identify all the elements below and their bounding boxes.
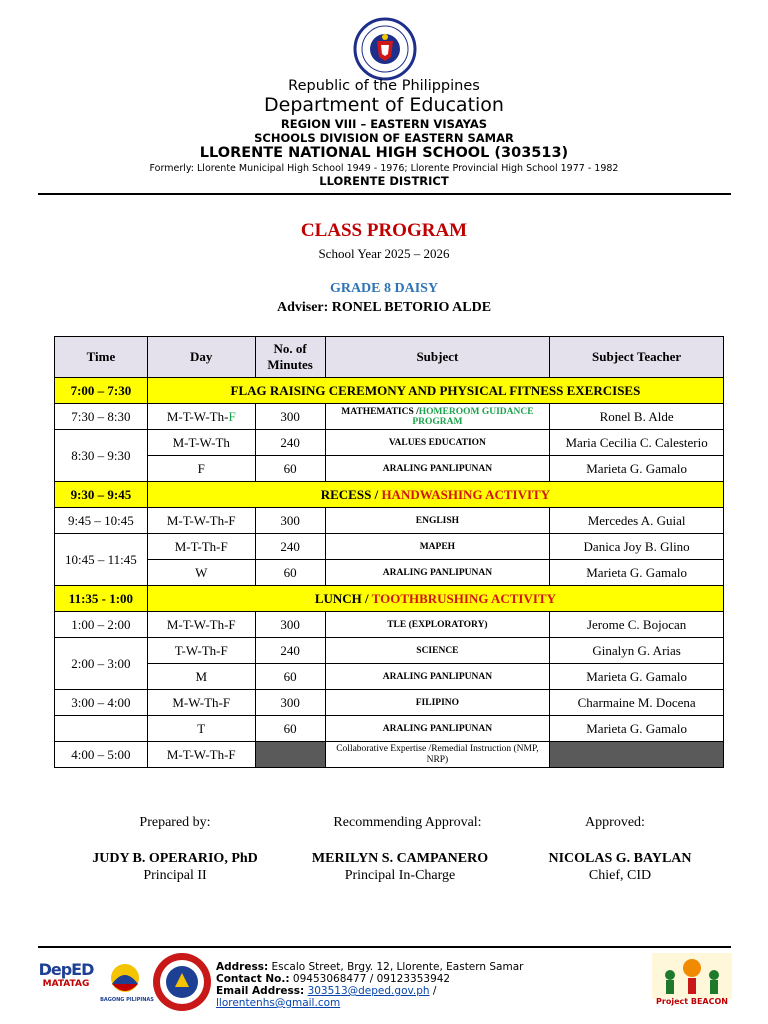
row-subject: VALUES EDUCATION xyxy=(325,430,550,456)
row-minutes: 300 xyxy=(255,404,325,430)
division-line: SCHOOLS DIVISION OF EASTERN SAMAR xyxy=(254,131,514,145)
row-teacher: Charmaine M. Docena xyxy=(550,690,724,716)
row-subject: ARALING PANLIPUNAN xyxy=(325,560,550,586)
footer-phone: Contact No.: 09453068477 / 09123353942 xyxy=(216,973,451,985)
row-day: M-T-W-Th-F xyxy=(147,742,255,768)
row-subject: ENGLISH xyxy=(325,508,550,534)
col-time: Time xyxy=(55,337,148,378)
prepared-title: Principal II xyxy=(143,868,207,883)
recommending-name: MERILYN S. CAMPANERO xyxy=(311,851,489,866)
project-beacon-logo-icon xyxy=(652,953,732,999)
row-teacher: Marieta G. Gamalo xyxy=(550,716,724,742)
row-time: 9:45 – 10:45 xyxy=(55,508,148,534)
col-subject: Subject xyxy=(325,337,550,378)
row-teacher-shaded xyxy=(550,742,724,768)
department-line: Department of Education xyxy=(264,94,504,116)
recess-time: 9:30 – 9:45 xyxy=(55,482,148,508)
lunch-label: LUNCH / TOOTHBRUSHING ACTIVITY xyxy=(147,586,723,612)
row-subject: MATHEMATICS /HOMEROOM GUIDANCE PROGRAM xyxy=(325,404,550,430)
row-teacher: Danica Joy B. Glino xyxy=(550,534,724,560)
row-minutes: 60 xyxy=(255,664,325,690)
recess-label: RECESS / HANDWASHING ACTIVITY xyxy=(147,482,723,508)
prepared-label: Prepared by: xyxy=(139,815,211,830)
row-day: W xyxy=(147,560,255,586)
row-day: M-T-W-Th-F xyxy=(147,404,255,430)
row-minutes: 60 xyxy=(255,716,325,742)
row-teacher: Marieta G. Gamalo xyxy=(550,456,724,482)
table-row xyxy=(55,716,724,742)
row-time: 10:45 – 11:45 xyxy=(55,534,148,586)
table-row xyxy=(55,560,724,586)
lunch-row xyxy=(55,586,724,612)
republic-line: Republic of the Philippines xyxy=(288,78,480,94)
row-subject: ARALING PANLIPUNAN xyxy=(325,664,550,690)
footer-divider xyxy=(38,946,731,948)
row-day: M-T-Th-F xyxy=(147,534,255,560)
table-row xyxy=(55,638,724,664)
table-row xyxy=(55,430,724,456)
header-divider xyxy=(38,193,731,195)
row-minutes: 300 xyxy=(255,508,325,534)
row-minutes: 240 xyxy=(255,638,325,664)
flag-row xyxy=(55,378,724,404)
region-line: REGION VIII – EASTERN VISAYAS xyxy=(280,117,488,131)
row-minutes-shaded xyxy=(255,742,325,768)
row-minutes: 60 xyxy=(255,456,325,482)
table-row xyxy=(55,456,724,482)
adviser: Adviser: RONEL BETORIO ALDE xyxy=(276,300,492,315)
table-row xyxy=(55,612,724,638)
table-row xyxy=(55,742,724,768)
deped-seal-icon xyxy=(346,17,424,81)
table-row xyxy=(55,404,724,430)
row-day: M-T-W-Th-F xyxy=(147,612,255,638)
row-teacher: Jerome C. Bojocan xyxy=(550,612,724,638)
table-row xyxy=(55,534,724,560)
row-teacher: Marieta G. Gamalo xyxy=(550,664,724,690)
deped-matatag-logo: DepED MATATAG xyxy=(38,960,94,989)
recommending-label: Recommending Approval: xyxy=(333,815,482,830)
row-subject: FILIPINO xyxy=(325,690,550,716)
row-day: F xyxy=(147,456,255,482)
row-teacher: Ronel B. Alde xyxy=(550,404,724,430)
col-minutes: No. of Minutes xyxy=(255,337,325,378)
flag-label: FLAG RAISING CEREMONY AND PHYSICAL FITNESS EXERCISES xyxy=(147,378,723,404)
row-day: M xyxy=(147,664,255,690)
row-minutes: 300 xyxy=(255,690,325,716)
page-title: CLASS PROGRAM xyxy=(300,220,468,241)
row-teacher: Mercedes A. Guial xyxy=(550,508,724,534)
prepared-name: JUDY B. OPERARIO, PhD xyxy=(92,851,258,866)
row-minutes: 240 xyxy=(255,534,325,560)
footer-contact xyxy=(216,961,523,1009)
row-day: T xyxy=(147,716,255,742)
row-teacher: Marieta G. Gamalo xyxy=(550,560,724,586)
grade-section: GRADE 8 DAISY xyxy=(329,281,439,296)
row-teacher: Ginalyn G. Arias xyxy=(550,638,724,664)
recommending-title: Principal In-Charge xyxy=(344,868,456,883)
lunch-time: 11:35 - 1:00 xyxy=(55,586,148,612)
district-line: LLORENTE DISTRICT xyxy=(319,174,449,188)
footer-email: Email Address: 303513@deped.gov.ph / xyxy=(216,985,437,997)
row-minutes: 60 xyxy=(255,560,325,586)
row-time: 8:30 – 9:30 xyxy=(55,430,148,482)
recess-row xyxy=(55,482,724,508)
row-day: M-T-W-Th-F xyxy=(147,508,255,534)
row-day: M-T-W-Th xyxy=(147,430,255,456)
approved-name: NICOLAS G. BAYLAN xyxy=(548,851,692,866)
row-time: 1:00 – 2:00 xyxy=(55,612,148,638)
row-subject: MAPEH xyxy=(325,534,550,560)
table-row xyxy=(55,690,724,716)
school-seal-icon xyxy=(151,951,213,1013)
formerly-line: Formerly: Llorente Municipal High School 1949 - 1976; Llorente Provincial High School 1977 - 1982 xyxy=(149,163,619,174)
table-header-row xyxy=(55,337,724,378)
row-subject: TLE (EXPLORATORY) xyxy=(325,612,550,638)
table-row xyxy=(55,664,724,690)
col-day: Day xyxy=(147,337,255,378)
row-subject: SCIENCE xyxy=(325,638,550,664)
row-day: T-W-Th-F xyxy=(147,638,255,664)
approved-label: Approved: xyxy=(585,815,645,830)
row-time: 2:00 – 3:00 xyxy=(55,638,148,690)
class-program-table xyxy=(54,336,724,768)
school-line: LLORENTE NATIONAL HIGH SCHOOL (303513) xyxy=(199,145,569,161)
footer-address: Address: Escalo Street, Brgy. 12, Llorente, Eastern Samar xyxy=(216,961,524,973)
table-row xyxy=(55,508,724,534)
row-minutes: 240 xyxy=(255,430,325,456)
row-subject: ARALING PANLIPUNAN xyxy=(325,456,550,482)
row-time: 3:00 – 4:00 xyxy=(55,690,148,716)
email-link-gmail[interactable]: llorentenhs@gmail.com xyxy=(216,997,341,1009)
approved-title: Chief, CID xyxy=(588,868,652,883)
row-subject: ARALING PANLIPUNAN xyxy=(325,716,550,742)
col-teacher: Subject Teacher xyxy=(550,337,724,378)
bagong-pilipinas-text: BAGONG PILIPINAS xyxy=(100,997,154,1003)
project-beacon-text: Project BEACON xyxy=(656,997,728,1006)
row-day: M-W-Th-F xyxy=(147,690,255,716)
row-minutes: 300 xyxy=(255,612,325,638)
row-time: 7:30 – 8:30 xyxy=(55,404,148,430)
row-subject: Collaborative Expertise /Remedial Instruction (NMP, NRP) xyxy=(325,742,550,768)
email-link-deped[interactable]: 303513@deped.gov.ph xyxy=(307,985,430,997)
school-year: School Year 2025 – 2026 xyxy=(318,246,450,261)
row-time: 4:00 – 5:00 xyxy=(55,742,148,768)
row-time-empty xyxy=(55,716,148,742)
row-teacher: Maria Cecilia C. Calesterio xyxy=(550,430,724,456)
flag-time: 7:00 – 7:30 xyxy=(55,378,148,404)
